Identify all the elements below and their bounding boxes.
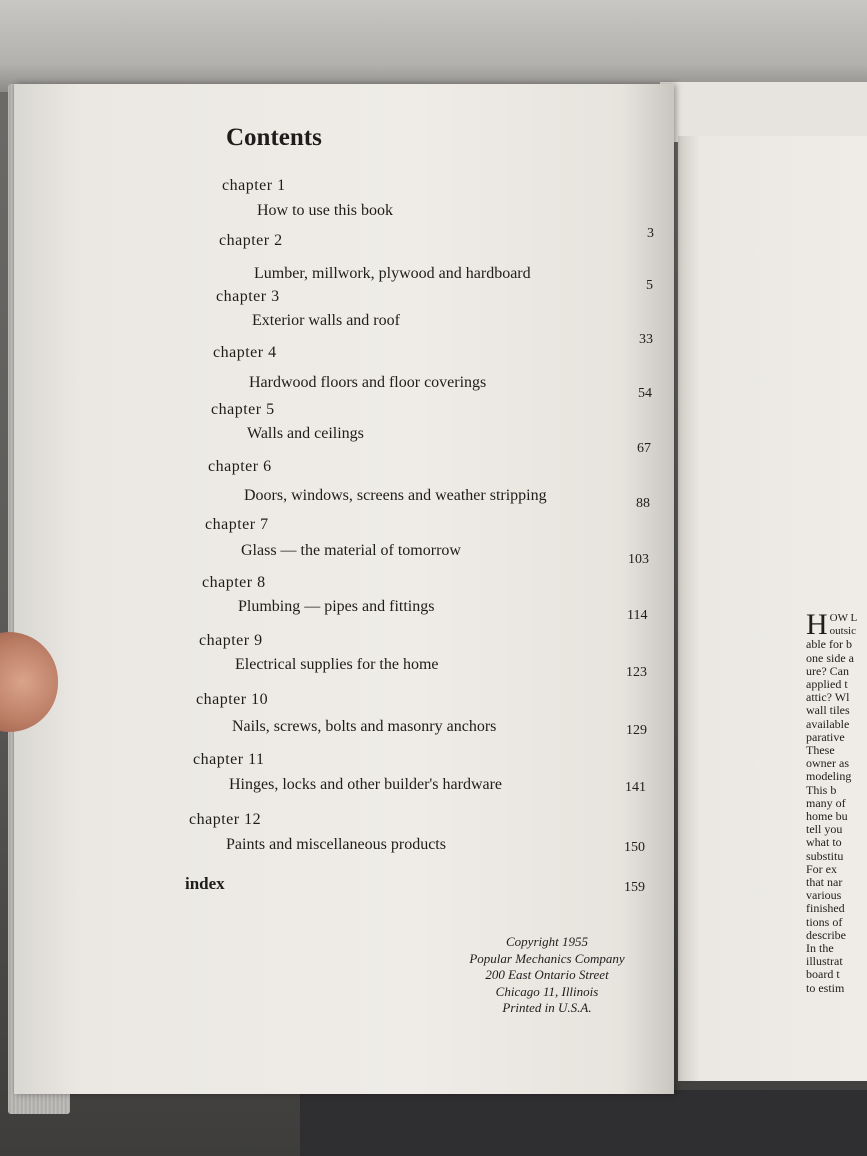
text-line: various bbox=[806, 888, 842, 903]
text-line: This b bbox=[806, 782, 837, 797]
chapter-page-number: 5 bbox=[646, 278, 653, 293]
chapter-page-number: 33 bbox=[639, 332, 653, 347]
chapter-page-number: 123 bbox=[626, 665, 647, 680]
chapter-title: Lumber, millwork, plywood and hardboard bbox=[254, 265, 531, 282]
chapter-label: chapter 9 bbox=[199, 632, 263, 649]
copyright-line: Chicago 11, Illinois bbox=[495, 983, 599, 999]
text-line: For ex bbox=[806, 861, 837, 876]
text-line: modeling bbox=[806, 769, 852, 784]
text-line: finished bbox=[806, 901, 845, 916]
chapter-label: chapter 4 bbox=[213, 344, 277, 361]
chapter-title: How to use this book bbox=[257, 202, 393, 219]
chapter-label: chapter 8 bbox=[202, 574, 266, 591]
chapter-title: Hardwood floors and floor coverings bbox=[249, 374, 487, 391]
copyright-line: Popular Mechanics Company bbox=[469, 950, 625, 966]
chapter-title: Hinges, locks and other builder's hardware bbox=[229, 776, 503, 793]
chapter-label: chapter 12 bbox=[189, 811, 262, 828]
contents-heading: Contents bbox=[226, 124, 322, 151]
chapter-label: chapter 1 bbox=[222, 177, 286, 194]
text-line: tell you bbox=[806, 822, 843, 837]
chapter-page-number: 103 bbox=[628, 552, 649, 567]
facing-page-text bbox=[806, 612, 867, 995]
drop-cap: H bbox=[806, 612, 828, 641]
text-line: OW L bbox=[829, 612, 858, 624]
copyright-line: Printed in U.S.A. bbox=[502, 1000, 592, 1015]
chapter-label: chapter 5 bbox=[211, 401, 275, 418]
chapter-title: Electrical supplies for the home bbox=[235, 656, 439, 673]
chapter-title: Plumbing — pipes and fittings bbox=[238, 598, 435, 615]
table-surface bbox=[300, 1090, 867, 1156]
chapter-title: Doors, windows, screens and weather stripping bbox=[244, 487, 547, 504]
text-line: outsic bbox=[829, 625, 856, 638]
chapter-label: chapter 11 bbox=[193, 751, 265, 768]
background-paper bbox=[660, 82, 867, 142]
chapter-title: Walls and ceilings bbox=[247, 425, 364, 442]
text-line: what to bbox=[806, 835, 842, 850]
text-line: able for b bbox=[806, 637, 852, 652]
text-line: one side a bbox=[806, 650, 854, 665]
chapter-title: Nails, screws, bolts and masonry anchors bbox=[232, 718, 497, 735]
text-line: These bbox=[806, 743, 835, 758]
chapter-label: chapter 3 bbox=[216, 288, 280, 305]
chapter-page-number: 3 bbox=[647, 226, 654, 241]
chapter-title: Exterior walls and roof bbox=[252, 312, 400, 329]
chapter-label: chapter 10 bbox=[196, 691, 269, 708]
index-page-number: 159 bbox=[624, 880, 645, 895]
copyright-line: Copyright 1955 bbox=[506, 934, 588, 949]
chapter-title: Paints and miscellaneous products bbox=[226, 836, 446, 853]
chapter-page-number: 88 bbox=[636, 496, 650, 511]
chapter-label: chapter 2 bbox=[219, 232, 283, 249]
chapter-page-number: 150 bbox=[624, 840, 645, 855]
text-line: many of bbox=[806, 795, 846, 810]
background-sheet bbox=[0, 0, 867, 92]
text-line: tions of bbox=[806, 914, 843, 929]
text-line: attic? Wl bbox=[806, 690, 850, 705]
text-line: owner as bbox=[806, 756, 849, 771]
text-line: In the bbox=[806, 941, 834, 956]
chapter-title: Glass — the material of tomorrow bbox=[241, 542, 461, 559]
text-line: illustrat bbox=[806, 954, 843, 969]
chapter-label: chapter 7 bbox=[205, 516, 269, 533]
text-line: substitu bbox=[806, 848, 844, 863]
text-line: home bu bbox=[806, 809, 848, 824]
chapter-page-number: 129 bbox=[626, 723, 647, 738]
copyright-line: 200 East Ontario Street bbox=[485, 967, 609, 982]
text-line: to estim bbox=[806, 980, 845, 995]
text-line: board t bbox=[806, 967, 840, 982]
chapter-page-number: 114 bbox=[627, 608, 648, 623]
chapter-label: chapter 6 bbox=[208, 458, 272, 475]
text-line: describe bbox=[806, 927, 846, 942]
chapter-page-number: 54 bbox=[638, 386, 652, 401]
text-line: that nar bbox=[806, 875, 843, 890]
copyright-block bbox=[452, 934, 642, 1017]
chapter-page-number: 67 bbox=[637, 441, 651, 456]
text-line: parative bbox=[806, 729, 845, 744]
chapter-page-number: 141 bbox=[625, 780, 646, 795]
text-line: applied t bbox=[806, 677, 848, 692]
text-line: wall tiles bbox=[806, 703, 850, 718]
index-label: index bbox=[185, 874, 225, 893]
text-line: available bbox=[806, 716, 850, 731]
text-line: ure? Can bbox=[806, 663, 849, 678]
